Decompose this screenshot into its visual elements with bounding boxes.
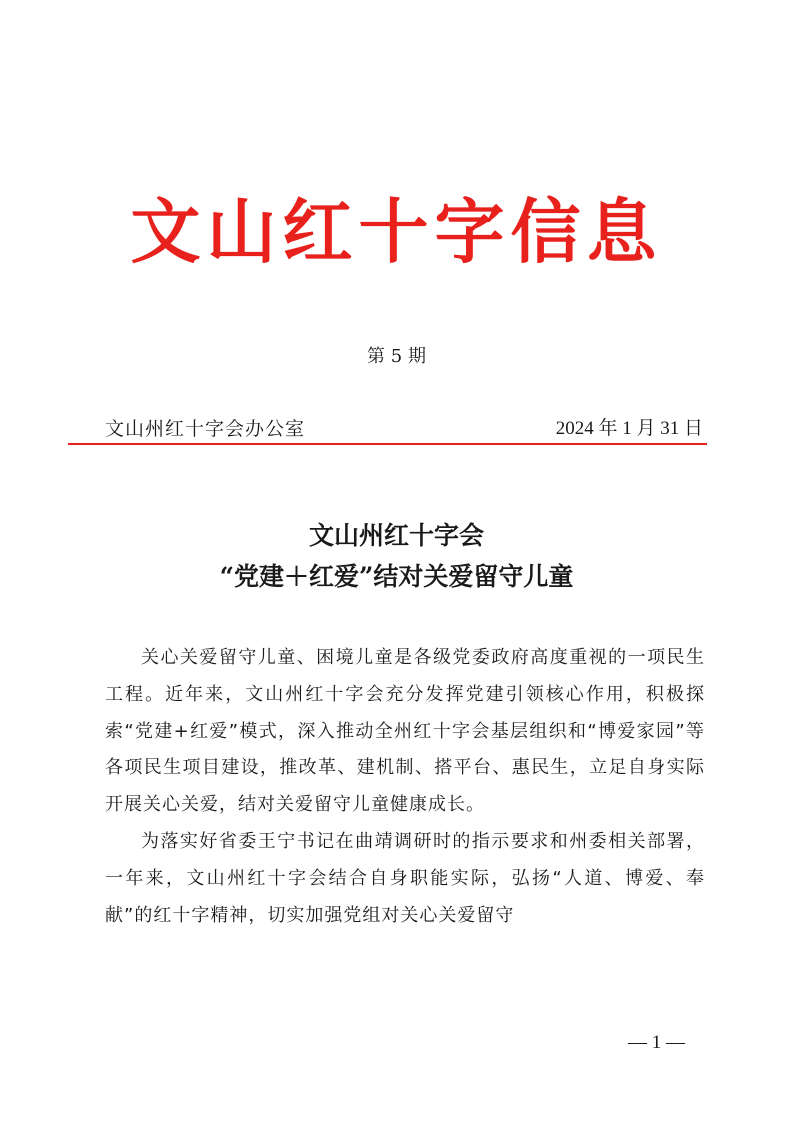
article-title-line-1: 文山州红十字会 bbox=[308, 521, 484, 550]
issue-date: 2024 年 1 月 31 日 bbox=[555, 418, 703, 439]
issuing-office: 文山州红十字会办公室 bbox=[105, 418, 306, 440]
masthead-title: 文山红十字信息 bbox=[130, 190, 663, 273]
paragraph: 关心关爱留守儿童、困境儿童是各级党委政府高度重视的一项民生工程。近年来，文山州红十字会充分发挥党建引领核心作用，积极探索“党建+红爱”模式，深入推动全州红十字会基层组织和“博爱家园”等各项民生项目建设，推改革、建机制、搭平台、惠民生，立足自身实际开展关心关爱，结对关爱留守儿童健康成长。 bbox=[105, 647, 705, 816]
article-title-line-2: “党建＋红爱”结对关爱留守儿童 bbox=[219, 562, 574, 591]
page-number: — 1 — bbox=[628, 1032, 685, 1053]
red-divider-line bbox=[68, 443, 707, 445]
issue-number: 第 5 期 bbox=[367, 346, 426, 367]
paragraph: 为落实好省委王宁书记在曲靖调研时的指示要求和州委相关部署，一年来，文山州红十字会结合自身职能实际，弘扬“人道、博爱、奉献”的红十字精神，切实加强党组对关心关爱留守 bbox=[105, 830, 705, 926]
article-body bbox=[105, 640, 705, 934]
